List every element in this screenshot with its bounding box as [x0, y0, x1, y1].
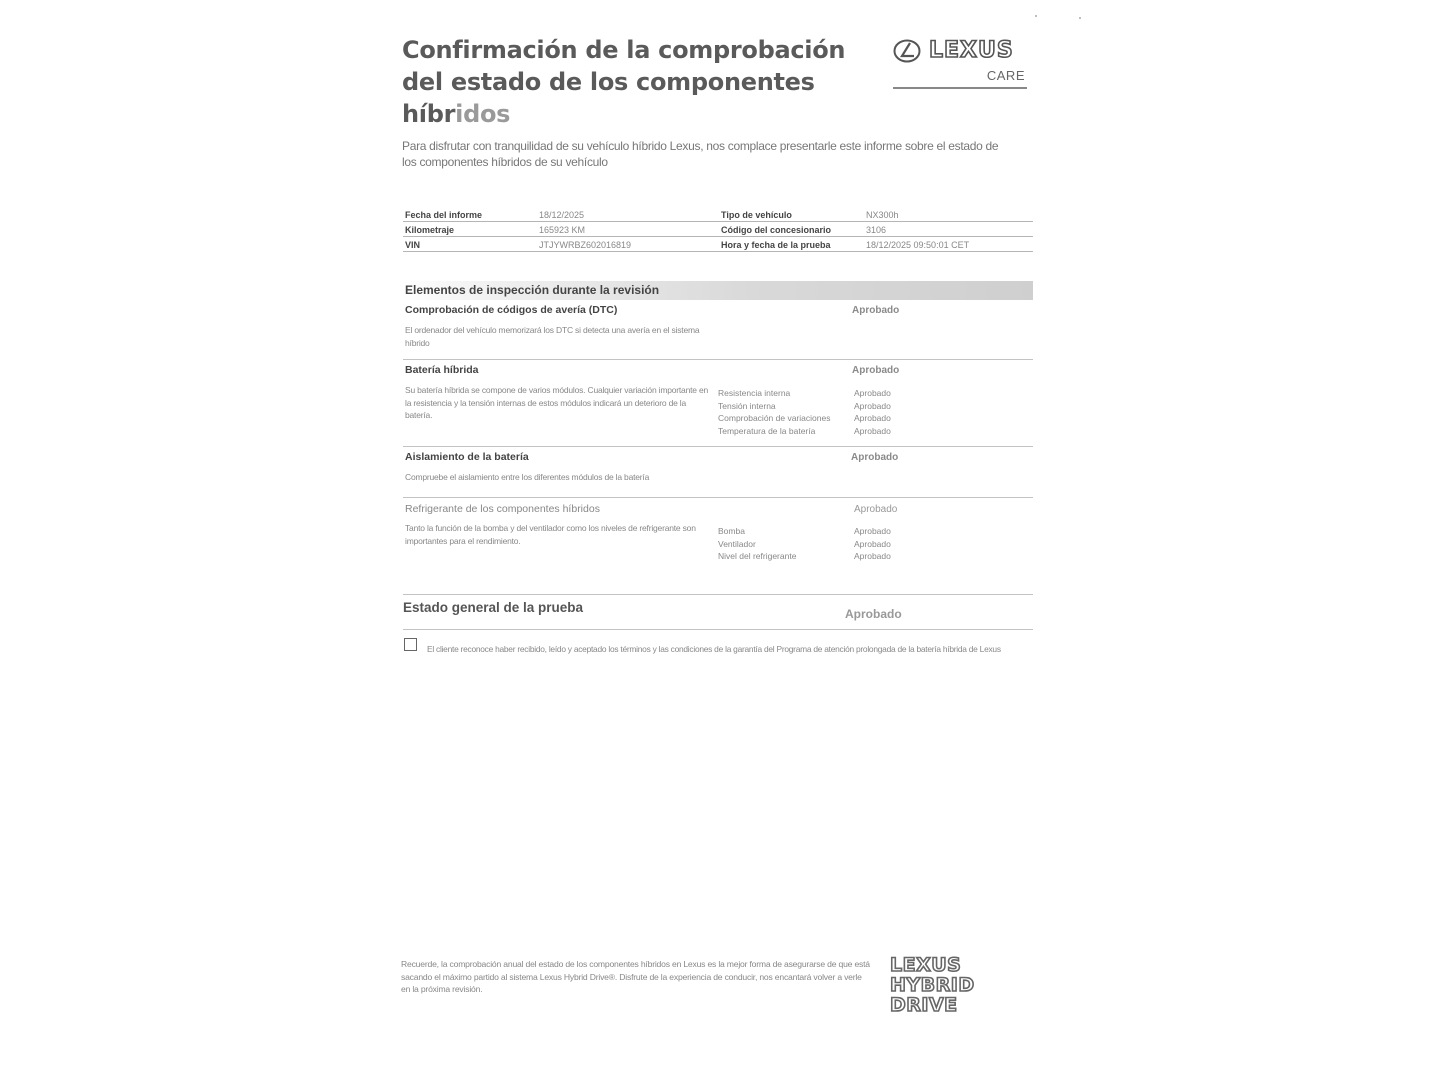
item-status: Aprobado	[852, 365, 900, 376]
info-label: Código del concesionario	[721, 225, 832, 235]
item-title: Batería híbrida	[405, 364, 479, 376]
sub-check-list	[718, 387, 1018, 437]
section-title: Elementos de inspección durante la revisión	[405, 283, 660, 297]
title-line-1: Confirmación de la comprobación	[402, 36, 846, 64]
item-description: Su batería híbrida se compone de varios módulos. Cualquier variación importante en la resistencia y la tensión internas de estos módulos indicará un deterioro de la batería.	[405, 385, 709, 420]
info-value: NX300h	[866, 210, 899, 220]
sub-check-label: Tensión interna	[718, 400, 776, 411]
inspection-item-battery-insulation	[403, 451, 1033, 498]
sub-check-value: Aprobado	[854, 388, 891, 398]
sub-check-row	[718, 525, 1018, 538]
sub-check-row	[718, 400, 1018, 413]
sub-check-value: Aprobado	[854, 413, 891, 423]
acknowledgement-text: El cliente reconoce haber recibido, leído y aceptado los términos y las condiciones de la garantía del Programa de atención prolongada de la batería híbrida de Lexus	[427, 644, 1001, 654]
info-value: JTJYWRBZ602016819	[539, 240, 632, 250]
sub-check-label: Comprobación de variaciones	[718, 413, 831, 423]
info-value: 165923 KM	[539, 225, 586, 235]
brand-sub: CARE	[986, 68, 1025, 83]
sub-check-label: Temperatura de la batería	[718, 425, 816, 436]
overall-status-value: Aprobado	[845, 607, 902, 621]
sub-check-value: Aprobado	[854, 538, 891, 549]
info-label: Kilometraje	[405, 225, 455, 235]
page-title	[402, 34, 882, 130]
sub-check-label: Nivel del refrigerante	[718, 551, 797, 561]
item-status: Aprobado	[851, 452, 899, 463]
info-value: 18/12/2025	[539, 210, 585, 220]
info-label: Fecha del informe	[405, 210, 483, 220]
title-line-2-faded: idos	[455, 100, 511, 128]
logo-line: DRIVE	[890, 994, 958, 1016]
sub-check-row	[718, 550, 1018, 563]
sub-check-label: Resistencia interna	[718, 388, 791, 398]
footer-text: Recuerde, la comprobación anual del estado de los componentes híbridos en Lexus es la mejor forma de asegurarse de que está sacando el máximo partido al sistema Lexus Hybrid Drive®. Disfrute de la experiencia de conducir, nos encantará volver a verle en la próxima revisión.	[401, 959, 870, 994]
item-title: Comprobación de códigos de avería (DTC)	[405, 304, 618, 316]
acknowledgement-checkbox[interactable]	[404, 638, 417, 651]
overall-status-label: Estado general de la prueba	[403, 600, 584, 615]
brand-name: LEXUS	[929, 38, 1014, 63]
vehicle-info-table	[403, 207, 1033, 252]
lexus-hybrid-drive-logo	[890, 955, 1020, 1015]
inspection-item-dtc	[403, 304, 1033, 360]
sub-check-row	[718, 538, 1018, 551]
sub-check-value: Aprobado	[854, 551, 891, 561]
info-label: VIN	[405, 240, 421, 250]
sub-check-value: Aprobado	[854, 400, 891, 411]
item-description: Tanto la función de la bomba y del ventilador como los niveles de refrigerante son importantes para el rendimiento.	[405, 523, 696, 546]
sub-check-label: Bomba	[718, 526, 745, 536]
sub-check-label: Ventilador	[718, 538, 756, 549]
info-value: 3106	[866, 225, 887, 235]
sub-check-row	[718, 425, 1018, 438]
lexus-emblem-icon	[893, 39, 921, 63]
item-description: El ordenador del vehículo memorizará los DTC si detecta una avería en el sistema híbrido	[405, 325, 700, 348]
sub-check-row	[718, 412, 1018, 425]
logo-line: LEXUS	[890, 954, 962, 976]
item-title: Refrigerante de los componentes híbridos	[405, 503, 600, 515]
sub-check-list	[718, 525, 1018, 563]
sub-check-value: Aprobado	[854, 526, 891, 536]
item-title: Aislamiento de la batería	[405, 451, 529, 463]
item-status: Aprobado	[854, 504, 898, 515]
info-label: Tipo de vehículo	[721, 210, 792, 220]
intro-text: Para disfrutar con tranquilidad de su vehículo híbrido Lexus, nos complace presentarle este informe sobre el estado de los componentes híbridos de su vehículo	[402, 139, 999, 169]
logo-line: HYBRID	[890, 974, 975, 996]
info-label: Hora y fecha de la prueba	[721, 240, 831, 250]
divider	[403, 629, 1033, 630]
logo-underline	[893, 87, 1027, 89]
inspection-item-hybrid-battery	[403, 364, 1033, 447]
title-line-2-main: del estado de los componentes híbr	[402, 68, 815, 128]
sub-check-value: Aprobado	[854, 425, 891, 436]
item-description: Compruebe el aislamiento entre los diferentes módulos de la batería	[405, 472, 650, 482]
sub-check-row	[718, 387, 1018, 400]
divider	[403, 594, 1033, 595]
inspection-section-header	[403, 281, 1033, 300]
info-row	[403, 237, 1033, 252]
item-status: Aprobado	[852, 305, 900, 316]
lexus-care-logo	[893, 38, 1027, 92]
title-line-2	[402, 66, 882, 130]
scan-speck	[1035, 15, 1037, 17]
info-row	[403, 207, 1033, 222]
info-value: 18/12/2025 09:50:01 CET	[866, 240, 970, 250]
scan-speck	[1079, 17, 1081, 19]
inspection-item-coolant	[403, 503, 1033, 583]
info-row	[403, 222, 1033, 237]
